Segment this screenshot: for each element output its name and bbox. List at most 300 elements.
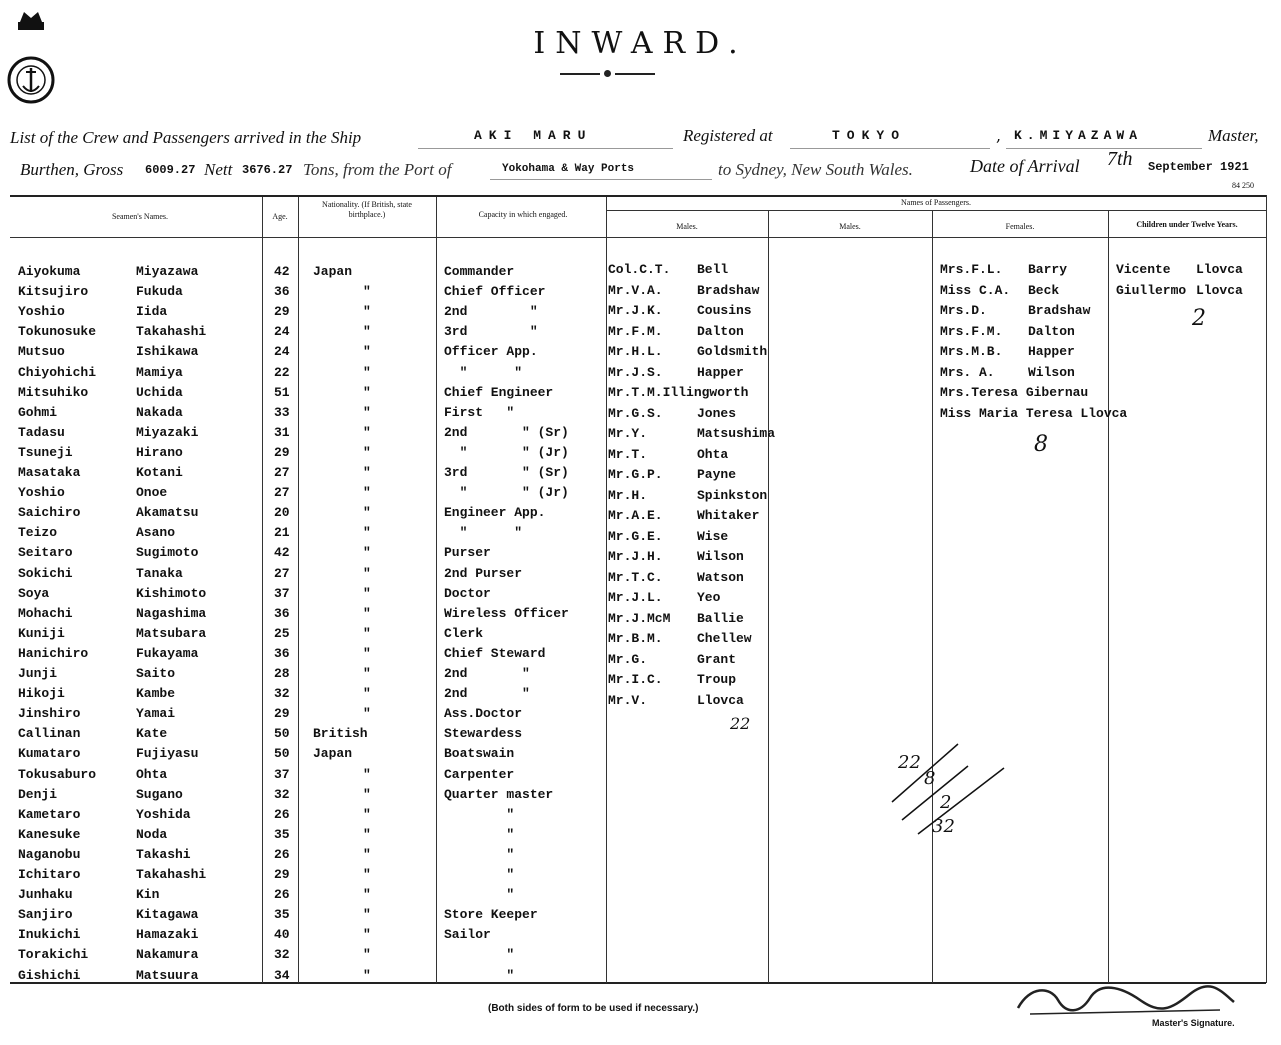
crew-capacity: Chief Steward (444, 645, 546, 661)
crew-capacity: First " (444, 404, 515, 420)
from-underline (490, 179, 712, 180)
crew-last-name: Sugano (136, 786, 183, 802)
list-item (0, 365, 1281, 385)
male-passenger-surname: Grant (697, 651, 737, 667)
crew-first-name: Mutsuo (18, 344, 65, 360)
crew-capacity: " " (444, 364, 523, 380)
crew-first-name: Tadasu (18, 424, 65, 440)
list-item (0, 283, 1281, 303)
female-passenger-title: Mrs.F.L. (940, 262, 1003, 277)
table-top-rule (10, 195, 1266, 197)
table-row (0, 907, 1281, 927)
male-passenger-surname: Spinkston (697, 487, 768, 503)
crew-capacity: Quarter master (444, 786, 554, 802)
crew-last-name: Iida (136, 304, 168, 320)
male-passenger-surname: Ballie (697, 610, 744, 626)
crew-last-name: Takahashi (136, 867, 207, 882)
table-row (0, 746, 1281, 766)
crew-last-name: Matsubara (136, 625, 207, 641)
crew-last-name: Ohta (136, 766, 168, 782)
col-header-males2: Males. (839, 222, 861, 231)
form-number: 84 250 (1232, 181, 1254, 190)
male-passenger-title: Mr.Y. (608, 426, 648, 441)
crew-age: 21 (274, 525, 290, 541)
tally-total: 32 (932, 816, 955, 837)
table-row (0, 787, 1281, 807)
col-header-children: Children under Twelve Years. (1136, 220, 1238, 229)
crew-first-name: Torakichi (18, 947, 89, 963)
male-passenger-title: Col.C.T. (608, 262, 671, 277)
crew-nationality: " (363, 304, 371, 320)
crew-last-name: Kambe (136, 686, 176, 702)
crew-last-name: Onoe (136, 485, 168, 501)
crew-nationality: " (363, 525, 371, 541)
crest-seal (6, 8, 56, 114)
crew-capacity: Doctor (444, 585, 491, 601)
list-item (0, 631, 1281, 651)
title-rule-right (615, 73, 655, 75)
male-passenger-title: Mr.H.L. (608, 344, 663, 359)
crew-first-name: Seitaro (18, 545, 73, 561)
burthen-label: Burthen, Gross (20, 160, 124, 179)
crew-capacity: Purser (444, 545, 491, 561)
crew-first-name: Kuniji (18, 625, 65, 641)
crew-first-name: Inukichi (18, 927, 81, 943)
list-item (0, 611, 1281, 631)
page-title: INWARD. (533, 26, 748, 61)
crew-capacity: 2nd " (444, 686, 530, 702)
list-item (0, 303, 1281, 323)
crew-last-name: Kin (136, 887, 160, 903)
list-item (0, 444, 1281, 467)
crew-first-name: Masataka (18, 465, 81, 480)
crew-nationality: " (363, 927, 371, 943)
crew-capacity: " " (444, 525, 523, 541)
crew-first-name: Tokusaburo (18, 766, 97, 782)
crew-first-name: Hanichiro (18, 645, 89, 661)
crew-capacity: Engineer App. (444, 505, 546, 521)
female-passenger-surname: Beck (1028, 282, 1060, 298)
crew-age: 29 (274, 867, 290, 882)
crew-age: 25 (274, 625, 290, 641)
footer-note: (Both sides of form to be used if necessary.) (488, 1003, 699, 1014)
male-passenger-surname: Watson (697, 569, 744, 585)
crew-first-name: Denji (18, 786, 58, 802)
crew-age: 24 (274, 344, 290, 360)
crew-nationality: " (363, 565, 371, 581)
crew-age: 27 (274, 465, 290, 480)
crew-first-name: Mohachi (18, 605, 73, 621)
crew-first-name: Chiyohichi (18, 364, 97, 380)
crew-age: 20 (274, 505, 290, 521)
crew-capacity: Boatswain (444, 746, 515, 762)
tally-b: 8 (924, 768, 936, 789)
crew-age: 29 (274, 706, 290, 722)
crew-nationality: " (363, 947, 371, 963)
crew-last-name: Nakamura (136, 947, 199, 963)
crew-age: 24 (274, 324, 290, 340)
crew-nationality: " (363, 284, 371, 300)
crew-last-name: Tanaka (136, 565, 183, 581)
arrival-label: Date of Arrival (970, 156, 1080, 176)
crew-age: 26 (274, 846, 290, 862)
crew-age: 35 (274, 907, 290, 923)
crew-nationality: " (363, 826, 371, 842)
crew-nationality: " (363, 404, 371, 420)
crew-capacity: " (444, 867, 515, 882)
tally-a: 22 (898, 752, 921, 773)
female-passenger-title: Mrs.F.M. (940, 323, 1003, 339)
crew-nationality: " (363, 465, 371, 480)
male-passenger-surname: Troup (697, 672, 737, 687)
col-header-males1: Males. (676, 222, 698, 231)
crew-last-name: Fujiyasu (136, 746, 199, 762)
male-passenger-surname: Wilson (697, 549, 744, 564)
crew-capacity: " (444, 826, 515, 842)
male-passenger-title: Mr.B.M. (608, 631, 663, 646)
male-passenger-surname: Wise (697, 528, 729, 544)
col-header-seamen: Seamen's Names. (111, 212, 169, 221)
master-underline (1006, 148, 1202, 149)
crew-nationality: British (313, 726, 368, 742)
crew-nationality: " (363, 806, 371, 822)
crew-last-name: Matsuura (136, 967, 199, 983)
crew-age: 22 (274, 364, 290, 380)
crew-nationality: " (363, 424, 371, 440)
to-label: to Sydney, New South Wales. (718, 160, 913, 179)
crew-nationality: " (363, 666, 371, 681)
crew-age: 37 (274, 585, 290, 601)
crew-first-name: Naganobu (18, 846, 81, 862)
list-item (0, 426, 1281, 446)
male-passenger-surname: Yeo (697, 590, 721, 605)
list-item (0, 262, 1281, 282)
crew-first-name: Kitsujiro (18, 284, 89, 300)
crew-last-name: Asano (136, 525, 176, 541)
crew-age: 37 (274, 766, 290, 782)
crew-nationality: " (363, 444, 371, 460)
crew-age: 36 (274, 645, 290, 661)
crew-nationality: " (363, 364, 371, 380)
crew-capacity: " (444, 846, 515, 862)
crew-first-name: Kanesuke (18, 826, 81, 842)
crew-last-name: Fukayama (136, 645, 199, 661)
crew-capacity: " (444, 806, 515, 822)
crew-first-name: Saichiro (18, 505, 81, 521)
male-passenger-surname: Cousins (697, 303, 752, 318)
crew-nationality: " (363, 967, 371, 983)
crew-nationality: Japan (313, 264, 353, 279)
child-first-name: Vicente (1116, 262, 1171, 277)
crew-nationality: " (363, 324, 371, 340)
male-passenger-title: Mr.V. (608, 692, 648, 708)
crew-last-name: Sugimoto (136, 545, 199, 561)
crew-age: 32 (274, 786, 290, 802)
crew-first-name: Ichitaro (18, 867, 81, 882)
male-passenger-surname: Chellew (697, 631, 752, 646)
crew-age: 50 (274, 746, 290, 762)
male-passenger-title: Mr.I.C. (608, 672, 663, 687)
crew-capacity: " (444, 967, 515, 983)
tally-c: 2 (940, 792, 952, 813)
passenger-header-rule (606, 210, 1266, 211)
list-item (0, 488, 1281, 508)
crew-age: 27 (274, 565, 290, 581)
crew-last-name: Ishikawa (136, 344, 199, 360)
crew-age: 35 (274, 826, 290, 842)
crew-last-name: Hamazaki (136, 927, 199, 943)
crew-capacity: Chief Engineer (444, 384, 554, 400)
crew-first-name: Yoshio (18, 304, 65, 320)
female-passenger-title: Mrs.M.B. (940, 344, 1003, 359)
crew-nationality: " (363, 485, 371, 501)
crew-capacity: " (444, 887, 515, 903)
crew-age: 40 (274, 927, 290, 943)
master-label: Master, (1208, 126, 1259, 145)
nett-tons: 3676.27 (242, 163, 293, 177)
list-item (0, 590, 1281, 610)
list-item (0, 344, 1281, 364)
title-rule-dot (604, 70, 611, 77)
crew-nationality: " (363, 344, 371, 360)
crew-capacity: Stewardess (444, 726, 523, 742)
child-first-name: Giullermo (1116, 282, 1187, 298)
male-passenger-title: Mr.G.E. (608, 528, 663, 544)
registered-label: Registered at (683, 126, 773, 145)
crew-last-name: Fukuda (136, 284, 183, 300)
list-item (0, 467, 1281, 487)
crew-nationality: " (363, 907, 371, 923)
crew-last-name: Uchida (136, 384, 183, 400)
list-item (0, 570, 1281, 590)
male-passenger-title: Mr.A.E. (608, 508, 663, 523)
crew-capacity: Sailor (444, 927, 491, 943)
male-passenger-title: Mr.J.S. (608, 364, 663, 380)
crew-nationality: " (363, 384, 371, 400)
female-passenger-surname: Wilson (1028, 364, 1075, 380)
crew-last-name: Miyazawa (136, 264, 199, 279)
child-last-name: Llovca (1196, 282, 1243, 298)
table-row (0, 726, 1281, 746)
male-passenger-surname: Payne (697, 467, 737, 482)
crew-first-name: Kumataro (18, 746, 81, 762)
list-item (0, 693, 1281, 713)
male-passenger-title: Mr.T.M.Illingworth (608, 385, 749, 400)
crew-nationality: " (363, 625, 371, 641)
crew-last-name: Yoshida (136, 806, 191, 822)
crew-first-name: Jinshiro (18, 706, 81, 722)
crew-capacity: Commander (444, 264, 515, 279)
male-passenger-surname: Goldsmith (697, 344, 768, 359)
crew-first-name: Hikoji (18, 686, 65, 702)
list-item (0, 652, 1281, 672)
col-header-age: Age. (272, 212, 288, 221)
crew-first-name: Sanjiro (18, 907, 73, 923)
from-port: Yokohama & Way Ports (502, 163, 635, 175)
crew-age: 34 (274, 967, 290, 983)
crew-last-name: Noda (136, 826, 168, 842)
crew-age: 29 (274, 304, 290, 320)
crew-last-name: Miyazaki (136, 424, 199, 440)
crew-first-name: Soya (18, 585, 50, 601)
male-passenger-surname: Bradshaw (697, 282, 760, 298)
crew-first-name: Teizo (18, 525, 58, 541)
crew-last-name: Kitagawa (136, 907, 199, 923)
male-passenger-title: Mr.T. (608, 446, 648, 462)
crew-last-name: Kate (136, 726, 168, 742)
crew-age: 32 (274, 947, 290, 963)
crew-last-name: Saito (136, 666, 176, 681)
crew-nationality: " (363, 867, 371, 882)
male-passenger-title: Mr.V.A. (608, 282, 663, 298)
crew-first-name: Gishichi (18, 967, 81, 983)
crew-nationality: " (363, 846, 371, 862)
crew-nationality: Japan (313, 746, 353, 762)
crew-nationality: " (363, 645, 371, 661)
crew-age: 36 (274, 284, 290, 300)
table-row (0, 807, 1281, 827)
female-passenger-title: Miss C.A. (940, 282, 1011, 298)
ship-name: AKI MARU (474, 128, 593, 143)
male-passenger-title: Mr.F.M. (608, 323, 663, 339)
crew-age: 27 (274, 485, 290, 501)
male-passenger-title: Mr.J.H. (608, 549, 663, 564)
registered-underline (790, 148, 990, 149)
male-passenger-title: Mr.J.L. (608, 590, 663, 605)
male-passenger-surname: Jones (697, 405, 737, 421)
male-passenger-surname: Dalton (697, 323, 744, 339)
col-header-females: Females. (1005, 222, 1035, 231)
female-passenger-title: Mrs.D. (940, 303, 987, 318)
crew-nationality: " (363, 545, 371, 561)
male-passenger-surname: Whitaker (697, 508, 760, 523)
crew-nationality: " (363, 585, 371, 601)
col-header-nationality: Nationality. (If British, state birthplace.) (322, 200, 412, 219)
crew-capacity: Store Keeper (444, 907, 538, 923)
crew-last-name: Nakada (136, 404, 183, 420)
from-label: Tons, from the Port of (303, 160, 452, 179)
crew-capacity: " (444, 947, 515, 963)
crew-age: 33 (274, 404, 290, 420)
table-row (0, 767, 1281, 787)
crew-capacity: 2nd " (Sr) (444, 424, 569, 440)
male-passenger-title: Mr.G.P. (608, 467, 663, 482)
female-passenger-surname: Bradshaw (1028, 303, 1091, 318)
crew-nationality: " (363, 686, 371, 702)
table-row (0, 887, 1281, 907)
crew-capacity: 3rd " (Sr) (444, 465, 569, 480)
crew-first-name: Gohmi (18, 404, 58, 420)
crew-first-name: Sokichi (18, 565, 73, 581)
crew-capacity: " " (Jr) (444, 444, 569, 460)
crew-last-name: Hirano (136, 444, 183, 460)
col-header-passengers: Names of Passengers. (901, 198, 971, 207)
signature-label: Master's Signature. (1152, 1018, 1235, 1028)
male-passenger-surname: Ohta (697, 446, 729, 462)
males-count-mark: 22 (730, 714, 751, 733)
female-passenger-title: Mrs. A. (940, 364, 995, 380)
male-passenger-title: Mr.J.K. (608, 303, 663, 318)
male-passenger-surname: Happer (697, 364, 744, 380)
crew-age: 26 (274, 806, 290, 822)
male-passenger-title: Mr.G.S. (608, 405, 663, 421)
ship-underline (418, 148, 673, 149)
children-count-mark: 2 (1192, 306, 1206, 331)
crew-age: 31 (274, 424, 290, 440)
table-row (0, 927, 1281, 947)
tally-strokes (880, 740, 1020, 850)
female-passenger-surname: Barry (1028, 262, 1068, 277)
gross-tons: 6009.27 (145, 163, 196, 177)
crew-capacity: 3rd " (444, 324, 538, 340)
list-item (0, 385, 1281, 405)
crew-capacity: Officer App. (444, 344, 538, 360)
registered-port: TOKYO (832, 128, 907, 143)
crew-capacity: Clerk (444, 625, 484, 641)
female-passenger-surname: Dalton (1028, 323, 1075, 339)
col-header-capacity: Capacity in which engaged. (478, 210, 568, 219)
crew-age: 32 (274, 686, 290, 702)
arrival-day: 7th (1107, 148, 1133, 170)
male-passenger-title: Mr.J.McM (608, 610, 671, 626)
crew-first-name: Yoshio (18, 485, 65, 501)
crew-first-name: Junhaku (18, 887, 73, 903)
crew-capacity: Carpenter (444, 766, 515, 782)
list-item (0, 529, 1281, 549)
crew-age: 42 (274, 264, 290, 279)
table-header-rule (10, 237, 1266, 238)
female-passenger-title: Miss Maria Teresa Llovca (940, 405, 1128, 421)
crew-last-name: Mamiya (136, 364, 183, 380)
master-name: K.MIYAZAWA (1014, 128, 1143, 143)
crew-last-name: Takahashi (136, 324, 207, 340)
crew-nationality: " (363, 605, 371, 621)
male-passenger-surname: Llovca (697, 692, 744, 708)
male-passenger-surname: Bell (697, 262, 729, 277)
table-row (0, 867, 1281, 887)
table-row (0, 947, 1281, 967)
crew-last-name: Takashi (136, 846, 191, 862)
crew-last-name: Yamai (136, 706, 176, 722)
header-line1-prefix: List of the Crew and Passengers arrived in the Ship (10, 128, 362, 147)
crew-last-name: Kishimoto (136, 585, 207, 601)
crew-nationality: " (363, 706, 371, 722)
crew-age: 28 (274, 666, 290, 681)
crew-age: 26 (274, 887, 290, 903)
crew-nationality: " (363, 786, 371, 802)
crew-capacity: 2nd " (444, 666, 530, 681)
crew-first-name: Tokunosuke (18, 324, 97, 340)
male-passenger-title: Mr.H. (608, 487, 648, 503)
female-passenger-surname: Happer (1028, 344, 1075, 359)
crew-first-name: Callinan (18, 726, 81, 742)
crew-last-name: Akamatsu (136, 505, 199, 521)
crew-last-name: Kotani (136, 465, 183, 480)
crew-capacity: Wireless Officer (444, 605, 569, 621)
crew-capacity: 2nd Purser (444, 565, 523, 581)
crew-nationality: " (363, 887, 371, 903)
crew-capacity: 2nd " (444, 304, 538, 320)
females-count-mark: 8 (1034, 432, 1048, 457)
female-passenger-title: Mrs.Teresa Gibernau (940, 385, 1089, 400)
male-passenger-title: Mr.T.C. (608, 569, 663, 585)
crew-first-name: Kametaro (18, 806, 81, 822)
crew-capacity: Ass.Doctor (444, 706, 523, 722)
crew-age: 50 (274, 726, 290, 742)
crew-nationality: " (363, 505, 371, 521)
list-item (0, 406, 1281, 426)
crew-age: 51 (274, 384, 290, 400)
